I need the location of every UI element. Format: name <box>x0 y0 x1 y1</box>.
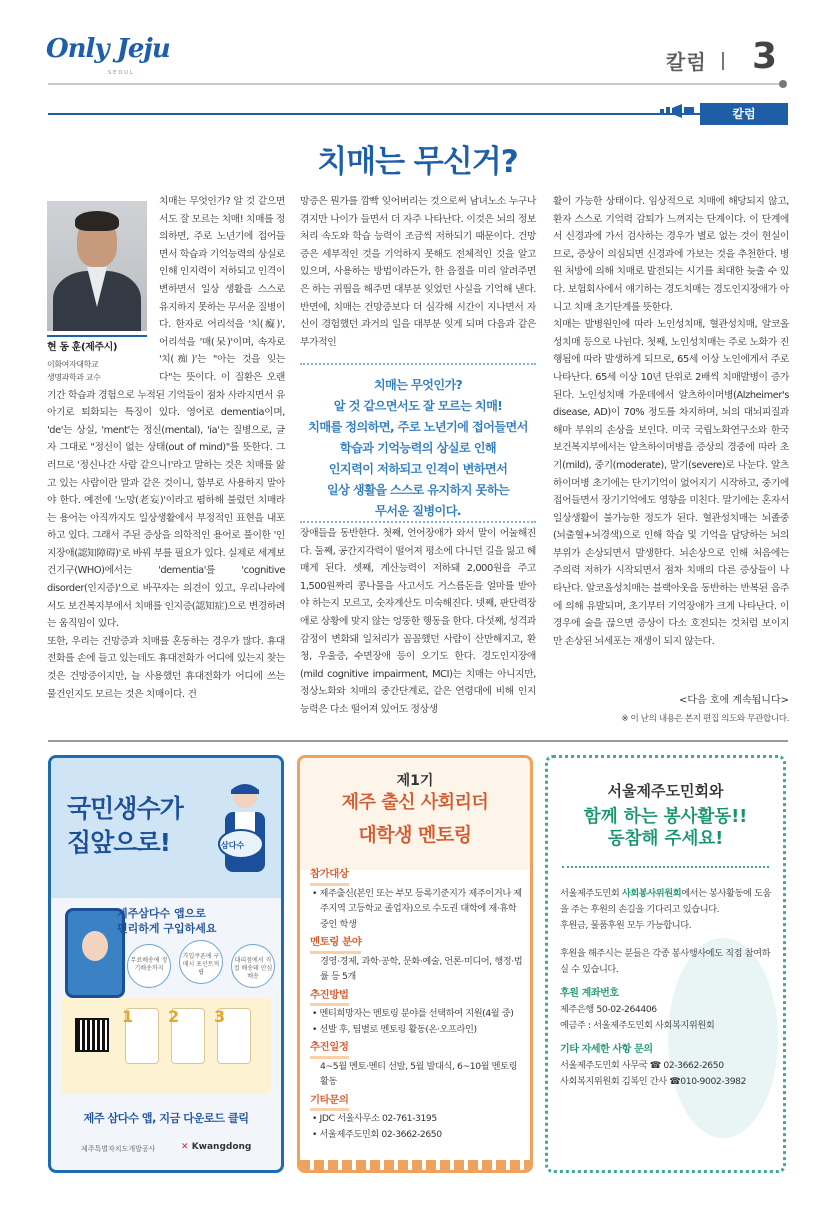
ad-headline: 대학생 멘토링 <box>358 824 472 846</box>
logo-subtext: SEOUL <box>108 70 135 76</box>
ad-headline: 제주 출신 사회리더 <box>341 792 489 813</box>
article-paragraph: 망증은 뭔가를 깜빡 잊어버리는 것으로써 남녀노소 누구나 겪지만 나이가 들면서 더 자주 나타난다. 이것은 뇌의 정보처리 속도와 학습 능력이 조금씩 저하되기 때문이다. 건망증은 세부적인 것을 기억하지 못해도 전체적인 것을 알고 있으며, 사용하는 방법이라든가, 한 음절을 미리 알려주면은 하는 귀띔을 해주면 대부분 잊었던 사실을 기억해 낸다. 반면에, 치매는 건망증보다 더 심각해 시간이 지나면서 자신이 경험했던 과거의 일을 대부분 잊게 되며 다음과 같은 부가적인 <box>300 196 536 348</box>
committee-name: 사회봉사위원회 <box>621 888 682 899</box>
intro-text: 후원을 해주시는 분들은 각종 봉사행사에도 직접 참여하실 수 있습니다. <box>560 948 771 975</box>
app-steps <box>61 998 271 1094</box>
benefit-bubble: 무료배송에 정기배송까지 <box>127 944 171 988</box>
ad-subheadline-line: 제주삼다수 앱으로 <box>117 907 206 920</box>
account-heading: 후원 계좌번호 <box>560 988 619 999</box>
benefit-bubble: 가입쿠폰에 구매시 포인트적립 <box>179 940 223 984</box>
article-column-3 <box>553 193 789 650</box>
volunteer-details <box>560 886 774 1090</box>
mentoring-item-text: 서울제주도민회 02-3662-2650 <box>319 1128 442 1140</box>
pull-quote-line: 알 것 같으면서도 잘 모르는 치매! <box>333 399 503 413</box>
author-affiliation-1: 이화여자대학교 <box>47 360 99 369</box>
continued-note: <다음 호에 계속됩니다> <box>678 695 789 706</box>
mentoring-section-item: • 서울제주도민회 02-3662-2650 <box>312 1128 442 1140</box>
article-paragraph: 치매는 무엇인가? 알 것 같으면서도 잘 모르는 치매! 치매를 정의하면, 주로 노년기에 접어들면서 학습과 기억능력의 상실로 인해 인지력이 저하되고 인격이 변하면서 일상 생활을 스스로 유지하지 못하는 무서운 질병이다. 한자로 어리석을 '치(癡)', 어리석을 '매(呆)'이며, 속자로 '치(痴)'는 "아는 것을 잊는다"는 뜻이다. 이 질환은 오랜 기간 학습과 경험으로 누적된 기억들이 점차 사라지면서 유아기로 퇴화되는 특징이 있다. 영어로 dementia이며, 'de'는 상실, 'ment'는 정신(mental), 'ia'는 질병으로, 글자 그대로 "정신이 없는 상태(out of mind)"를 뜻한다. 그러므로 '정신나간 사람 같으니!'라고 말하는 것은 치매를 앓고 있는 사람이란 말과 같은 것이니, 함부로 사용하지 말아야 한다. 예전에 '노망(老妄)'이라고 폄하해 불렀던 치매라는 용어는 아직까지도 일상생활에서 부정적인 표현을 내포하고 있다. 그래서 주된 증상을 의학적인 용어로 풀이한 '인지장애(認知障碍)'로 바꿔 부를 필요가 있다. 실제로 세계보건기구(WHO)에서는 'dementia'를 'cognitive disorder(인지증)'으로 바꾸자는 의견이 있고, 우리나라에서도 보건복지부에서 치매를 인지증(認知症)으로 변경하려는 움직임이 있다. <box>47 196 285 630</box>
intro-text: 후원금, 물품후원 모두 가능합니다. <box>560 920 692 931</box>
dotted-rule <box>562 866 769 868</box>
article-column-2-bottom <box>300 525 536 719</box>
intro-text <box>560 886 774 918</box>
mentoring-section-item: • JDC 서울사무소 02-761-3195 <box>312 1113 437 1124</box>
header-rule <box>48 83 783 85</box>
mentoring-item-text: 경영·경제, 과학·공학, 문화·예술, 언론·미디어, 행정·법률 등 5개 <box>320 955 523 982</box>
only-jeju-logo <box>46 34 170 78</box>
mentoring-item-text: JDC 서울사무소 02-761-3195 <box>319 1113 437 1124</box>
mentoring-section-heading: 추진방법 <box>310 988 349 1007</box>
mentoring-section-heading: 추진일정 <box>310 1040 349 1059</box>
mentoring-section-item: • 제주출신(본인 또는 부모 등록기준지가 제주이거나 제주지역 고등학교 졸업자)으로 수도권 대학에 재·휴학 중인 학생 <box>312 887 522 930</box>
author-affiliation-2: 생명과학과 교수 <box>47 373 101 382</box>
intro-text-part: 서울제주도민회 <box>560 888 622 899</box>
contact-heading: 기타 자세한 사항 문의 <box>560 1044 653 1055</box>
ad-section-rule <box>48 740 788 742</box>
app-step <box>214 1007 251 1064</box>
step-number: 3 <box>214 1007 226 1026</box>
ad-banner <box>51 758 281 898</box>
ad-sponsors <box>81 1144 261 1154</box>
ad-headline-line: 국민생수가 <box>67 794 183 823</box>
step-number: 1 <box>122 1007 134 1026</box>
pull-quote-line: 일상 생활을 스스로 유지하지 못하는 <box>326 483 510 497</box>
pull-quote-line: 인지력이 저하되고 인격이 변하면서 <box>328 462 508 476</box>
ad-edition: 제1기 <box>396 773 434 789</box>
kwangdong-logo: ✕ Kwangdong <box>181 1142 252 1152</box>
author-name: 현 동 훈(제주시) <box>47 342 118 353</box>
mentoring-details <box>310 864 524 1142</box>
section-divider <box>722 52 724 70</box>
mentoring-ad[interactable] <box>297 755 533 1173</box>
account-holder: 예금주 : 서울제주도민회 사회복지위원회 <box>560 1020 715 1031</box>
pull-quote-line: 치매를 정의하면, 주로 노년기에 접어들면서 <box>308 420 528 434</box>
article-paragraph: 치매는 발병원인에 따라 노인성치매, 혈관성치매, 알코올성치매 등으로 나뉜다. 첫째, 노인성치매는 주로 노화가 진행됨에 따라 발생하게 되므로, 65세 이상 노인에게서 주로 나타난다. 65세 이상 10년 단위로 2배씩 치매발병이 증가된다. 노인성치매 가운데에서 알츠하이머병(Alzheimer's disease, AD)이 70% 정도를 차지하며, 뇌의 대뇌피질과 해마 부위의 손상을 보인다. 미국 국립노화연구소와 한국 보건복지부에서는 알츠하이머병을 증상의 경중에 따라 초기(mild), 중기(moderate), 말기(severe)로 나눈다. 알츠하이머병 초기에는 단기기억이 없어지기 시작하고, 중기에 접어들면서 장기기억에도 영향을 미친다. 말기에는 혼자서 일상생활이 불가능한 정도가 된다. 혈관성치매는 뇌졸중(뇌출혈+뇌경색)으로 인해 학습 및 기억을 담당하는 뇌의 부위가 손상되면서 발생한다. 뇌손상으로 인해 처음에는 주의력 저하가 시작되면서 점차 치매의 다른 증상들이 나타난다. 알코올성치매는 블랙아웃을 동반하는 반복된 음주에 의해 유발되며, 초기부터 기억장애가 크게 나타난다. 이 경우에 술을 끊으면 증상이 다소 호전되는 것처럼 보이지만 손상된 뇌세포는 재생이 되지 않는다. <box>553 319 789 647</box>
ad-headline-line: 집앞으로! <box>67 828 171 857</box>
pull-quote-line: 치매는 무엇인가? <box>373 378 463 392</box>
volunteer-ad[interactable] <box>545 755 786 1173</box>
phone-icon <box>65 908 125 998</box>
mentoring-section-item: • 선발 후, 팀별로 멘토링 활동(온·오프라인) <box>312 1023 477 1035</box>
ad-org: 서울제주도민회와 <box>607 782 724 800</box>
mentoring-section-heading: 참가대상 <box>310 867 349 886</box>
ad-headline <box>548 806 783 850</box>
ad-headline <box>67 792 183 860</box>
section-tag: 칼럼 <box>700 103 788 125</box>
megaphone-icon <box>660 103 694 119</box>
app-step <box>122 1007 159 1064</box>
ad-subheadline-line: 편리하게 구입하세요 <box>117 922 217 935</box>
author-photo <box>47 201 147 331</box>
intro-text-part: 에서는 봉사활동에 도움을 주는 후원의 손길을 기다리고 있습니다. <box>560 888 771 915</box>
samdasoo-ad[interactable] <box>48 755 284 1173</box>
article-paragraph: 활이 가능한 상태이다. 임상적으로 치매에 해당되지 않고, 환자 스스로 기억력 감퇴가 느껴지는 단계이다. 이 단계에서 신경과에 가서 검사하는 경우가 별로 없는 것이 현실이므로, 증상이 의심되면 신경과에 가보는 것을 추천한다. 병원 처방에 의해 치매로 발전되는 시기를 최대한 늦출 수 있다. 보험회사에서 얘기하는 경도치매는 경도인지장애가 아니고 치매 초기단계를 뜻한다. <box>553 196 789 313</box>
page-number: 3 <box>752 36 778 77</box>
section-label: 칼럼 <box>666 50 707 74</box>
mentoring-item-text: 멘티희망자는 멘토링 분야를 선택하여 지원(4월 중) <box>319 1008 514 1019</box>
sponsor-org: 제주특별자치도개발공사 <box>81 1145 156 1153</box>
ad-subheadline <box>117 906 216 936</box>
partner-name: Kwangdong <box>191 1142 252 1152</box>
mentoring-section-heading: 기타문의 <box>310 1093 349 1112</box>
contact-line[interactable]: 사회복지위원회 김복인 간사 ☎010-9002-3982 <box>560 1076 747 1087</box>
mentoring-item-text: 제주출신(본인 또는 부모 등록기준지가 제주이거나 제주지역 고등학교 졸업자)으로 수도권 대학에 재·휴학 중인 학생 <box>319 887 522 930</box>
mentoring-item-text: 4~5월 멘토·멘티 선발, 5월 발대식, 6~10월 멘토링 활동 <box>320 1060 518 1087</box>
benefit-bubble: 대리점에서 직접 배송돼 안심배송 <box>231 944 275 988</box>
pull-quote-line: 무서운 질병이다. <box>375 504 461 518</box>
ad-banner <box>300 758 530 870</box>
article-paragraph: 또한, 우리는 건망증과 치매를 혼동하는 경우가 많다. 휴대전화를 손에 들고 있는데도 휴대전화가 어디에 있는지 찾는 것은 건망증이지만, 늘 사용했던 휴대전화가 어디에 쓰는 물건인지도 모르는 것은 치매이다. 건 <box>47 635 285 700</box>
app-step <box>168 1007 205 1064</box>
pull-quote <box>300 363 536 523</box>
benefit-bubbles <box>127 940 277 990</box>
article-column-1 <box>47 193 285 703</box>
mentoring-section-item <box>310 954 524 985</box>
decorative-border <box>300 1160 530 1170</box>
mentoring-section-item <box>310 1059 524 1090</box>
article-title: 치매는 무신거? <box>317 144 518 180</box>
ad-headline-line: 함께 하는 봉사활동!! <box>583 807 748 827</box>
header-rule-dot <box>779 80 787 88</box>
qr-code-icon[interactable] <box>75 1018 109 1052</box>
mentoring-item-text: 선발 후, 팀별로 멘토링 활동(온·오프라인) <box>319 1023 477 1035</box>
article-paragraph: 장애들을 동반한다. 첫째, 언어장애가 와서 말이 어눌해진다. 둘째, 공간지각력이 떨어져 평소에 다니던 길을 잃고 헤매게 된다. 셋째, 계산능력이 저하돼 2,000원을 주고 1,500원짜리 콩나물을 사고서도 거스름돈을 얼마를 받아야 하는지 모르고, 숫자계산도 미숙해진다. 넷째, 판단력장애로 상황에 맞지 않는 엉뚱한 행동을 한다. 다섯째, 성격과 감정이 변화돼 일처리가 꼼꼼했던 사람이 산만해지고, 환청, 우울증, 수면장애 등이 오기도 한다. 경도인지장애(mild cognitive impairment, MCI)는 치매는 아니지만, 정상노화와 치매의 중간단계로, 같은 연령대에 비해 인지능력은 다소 떨어져 있어도 정상생 <box>300 528 536 715</box>
editorial-notice: ※ 이 난의 내용은 본지 편집 의도와 무관합니다. <box>621 714 789 724</box>
ad-headline-line: 동참해 주세요! <box>607 829 724 849</box>
download-cta[interactable]: 제주 삼다수 앱, 지금 다운로드 클릭 <box>83 1112 249 1125</box>
account-number: 제주은행 50-02-264406 <box>560 1004 657 1015</box>
mentoring-section-item: • 멘티희망자는 멘토링 분야를 선택하여 지원(4월 중) <box>312 1008 514 1019</box>
ad-app-promo <box>51 898 281 998</box>
page-header <box>0 0 835 120</box>
mentoring-section-heading: 멘토링 분야 <box>310 935 361 954</box>
article-column-2-top <box>300 193 536 351</box>
author-caption <box>47 335 147 384</box>
mascot-label: 삼다수 <box>221 841 245 850</box>
delivery-person-icon <box>211 778 275 888</box>
pull-quote-line: 학습과 기억능력의 상실로 인해 <box>339 441 497 455</box>
logo-text: Only Jeju <box>46 34 170 64</box>
step-number: 2 <box>168 1007 180 1026</box>
contact-line[interactable]: 서울제주도민회 사무국 ☎ 02-3662-2650 <box>560 1060 724 1071</box>
